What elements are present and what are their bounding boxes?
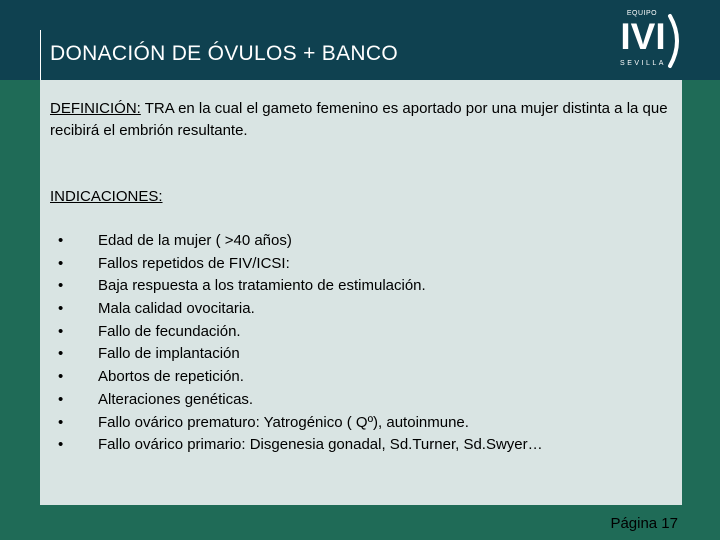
definition-label: DEFINICIÓN: (50, 100, 141, 117)
content-panel (40, 80, 682, 505)
bullet-icon: • (58, 368, 64, 386)
ivi-logo (608, 10, 688, 72)
slide-title: DONACIÓN DE ÓVULOS + BANCO (50, 42, 398, 65)
bullet-icon: • (58, 345, 64, 363)
logo-top-text: EQUIPO (626, 10, 658, 17)
list-item (50, 366, 680, 389)
list-item (50, 298, 680, 321)
bullet-icon: • (58, 436, 64, 454)
list-item-text: Baja respuesta a los tratamiento de estimulación. (98, 277, 426, 295)
page-number: Página 17 (610, 515, 678, 532)
list-item-text: Alteraciones genéticas. (98, 390, 254, 408)
list-item-text: Fallos repetidos de FIV/ICSI: (98, 254, 290, 272)
indications-heading: INDICACIONES: (50, 188, 163, 205)
list-item (50, 343, 680, 366)
list-item (50, 275, 680, 298)
list-item-text: Fallo ovárico prematuro: Yatrogénico ( Qº), autoinmune. (98, 413, 469, 431)
logo-main-text: IVI (620, 16, 666, 57)
list-item-text: Fallo ovárico primario: Disgenesia gonadal, Sd.Turner, Sd.Swyer… (98, 436, 543, 454)
slide-header (0, 0, 720, 80)
list-item-text: Mala calidad ovocitaria. (98, 300, 255, 318)
bullet-icon: • (58, 254, 64, 272)
logo-arc-icon (666, 12, 686, 70)
definition-text: TRA en la cual el gameto femenino es aportado por una mujer distinta a la que recibirá el embrión resultante. (50, 100, 668, 139)
list-item-text: Fallo de fecundación. (98, 322, 241, 340)
bullet-icon: • (58, 322, 64, 340)
definition-paragraph (50, 98, 680, 142)
indications-list (50, 230, 680, 457)
header-divider (40, 30, 41, 80)
bullet-icon: • (58, 413, 64, 431)
list-item-text: Edad de la mujer ( >40 años) (98, 232, 292, 249)
list-item (50, 230, 680, 253)
bullet-icon: • (58, 390, 64, 408)
logo-bottom-text: SEVILLA (620, 60, 666, 67)
list-item (50, 253, 680, 276)
slide-content (50, 98, 680, 454)
bullet-icon: • (58, 232, 64, 249)
list-item (50, 412, 680, 435)
list-item-text: Abortos de repetición. (98, 368, 244, 386)
list-item (50, 321, 680, 344)
list-item (50, 434, 680, 457)
bullet-icon: • (58, 277, 64, 295)
bullet-icon: • (58, 300, 64, 318)
list-item (50, 389, 680, 412)
list-item-text: Fallo de implantación (98, 345, 240, 363)
